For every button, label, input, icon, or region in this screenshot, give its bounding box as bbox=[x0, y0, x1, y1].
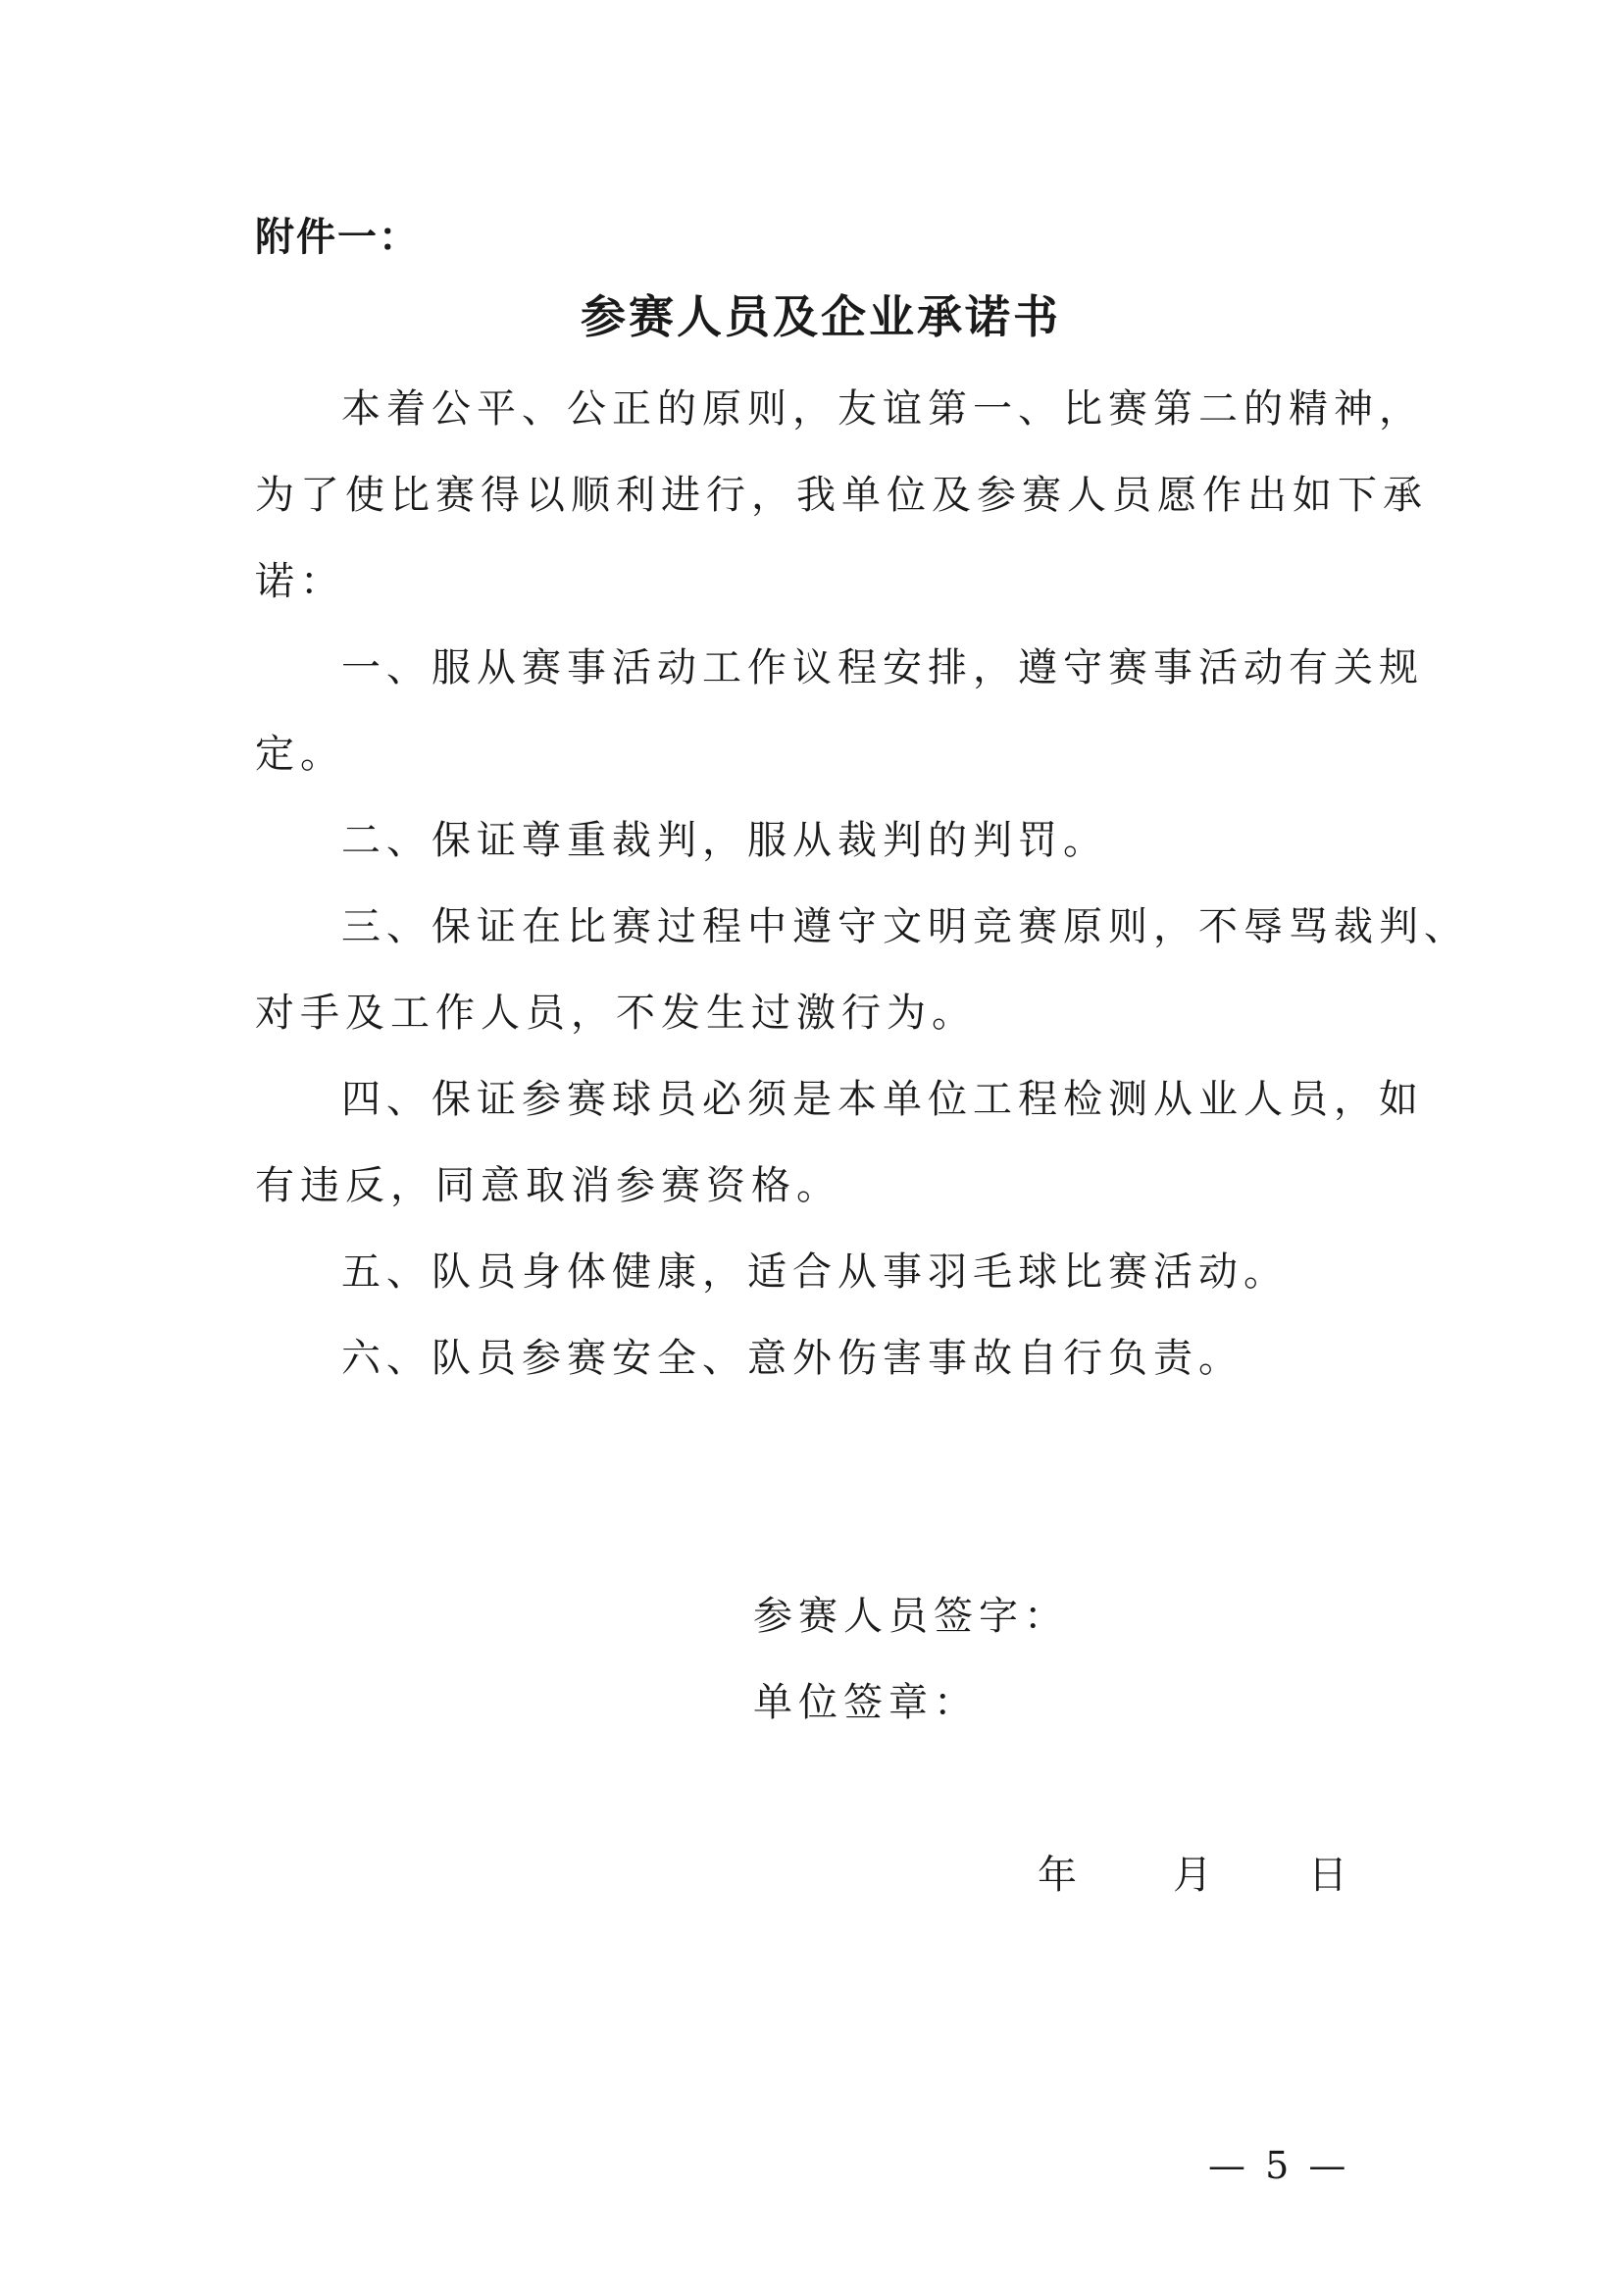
item-1-line-1: 一、服从赛事活动工作议程安排，遵守赛事活动有关规 bbox=[341, 645, 1424, 690]
intro-line-1: 本着公平、公正的原则，友谊第一、比赛第二的精神， bbox=[341, 386, 1424, 432]
document-title: 参赛人员及企业承诺书 bbox=[581, 290, 1061, 343]
intro-line-3: 诺： bbox=[255, 559, 345, 604]
item-6: 六、队员参赛安全、意外伤害事故自行负责。 bbox=[341, 1336, 1243, 1381]
item-4-line-2: 有违反，同意取消参赛资格。 bbox=[255, 1163, 841, 1208]
participant-signature-label: 参赛人员签字： bbox=[753, 1594, 1069, 1639]
item-2: 二、保证尊重裁判，服从裁判的判罚。 bbox=[341, 818, 1108, 863]
page-number: — 5 — bbox=[1208, 2144, 1350, 2187]
item-3-line-1: 三、保证在比赛过程中遵守文明竞赛原则，不辱骂裁判、 bbox=[341, 904, 1469, 949]
intro-line-2: 为了使比赛得以顺利进行，我单位及参赛人员愿作出如下承 bbox=[255, 473, 1428, 518]
item-4-line-1: 四、保证参赛球员必须是本单位工程检测从业人员，如 bbox=[341, 1077, 1424, 1122]
unit-seal-label: 单位签章： bbox=[753, 1680, 979, 1725]
attachment-label: 附件一： bbox=[255, 215, 420, 260]
item-1-line-2: 定。 bbox=[255, 732, 345, 777]
date-line: 年 月 日 bbox=[1038, 1853, 1353, 1898]
item-5: 五、队员身体健康，适合从事羽毛球比赛活动。 bbox=[341, 1249, 1289, 1295]
item-3-line-2: 对手及工作人员，不发生过激行为。 bbox=[255, 991, 977, 1036]
